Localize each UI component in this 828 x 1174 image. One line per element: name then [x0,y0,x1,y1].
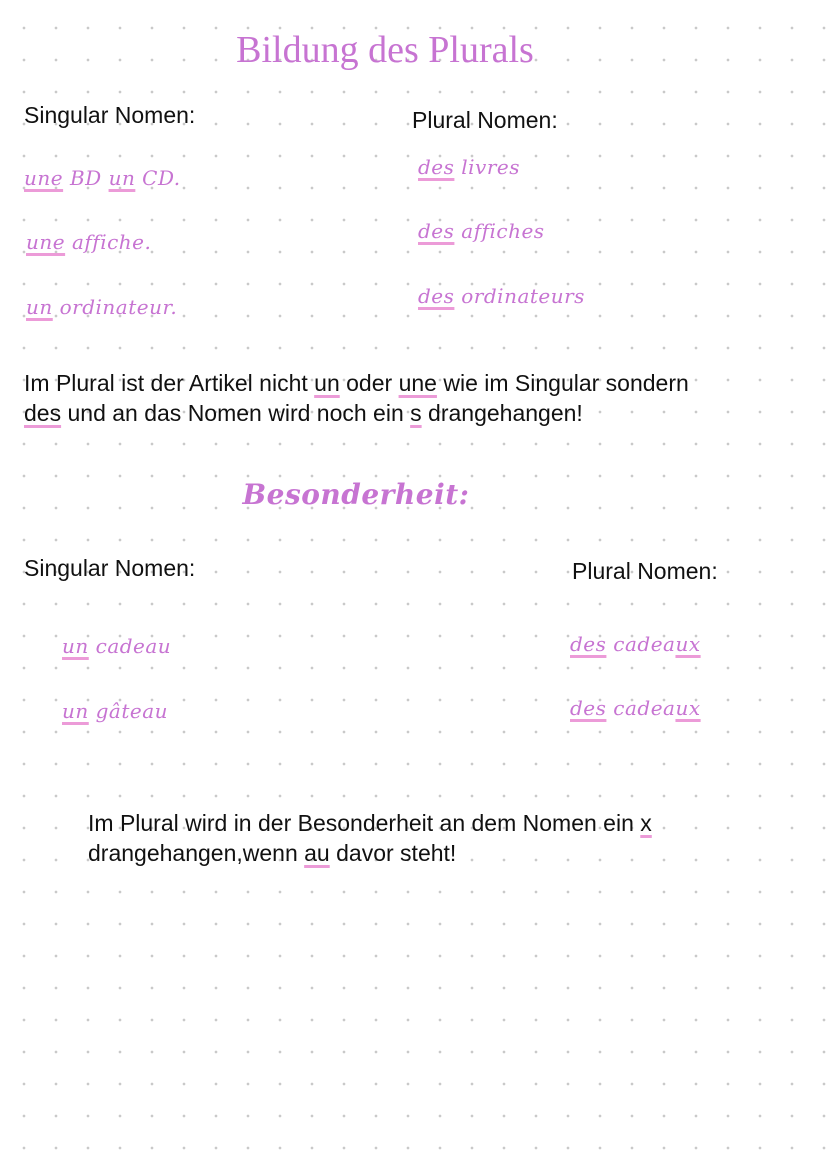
article: un [62,634,89,658]
singular-item [62,634,171,658]
article: des [570,696,607,720]
noun: CD. [135,166,181,190]
article: une [26,230,66,254]
singular-item [24,166,181,190]
noun: gâteau [88,699,169,723]
singular-heading: Singular Nomen: [24,102,196,128]
article: des [418,155,455,179]
article: des [418,284,455,308]
plural-item [418,284,585,308]
article: un [26,295,53,319]
section-subtitle: Besonderheit: [242,478,470,511]
plural-heading: Plural Nomen: [412,107,558,133]
plural-suffix: ux [675,632,701,656]
noun: cadea [606,696,676,720]
article: des [570,632,607,656]
article: des [418,219,455,243]
plural-item [570,696,701,720]
explanation-text: Im Plural ist der Artikel nicht un oder une wie im Singular sondern des und an das Nomen wird noch ein s drangehangen! [24,370,689,426]
noun: ordinateur. [52,295,178,319]
singular-item [26,295,177,319]
page-title: Bildung des Plurals [236,29,534,71]
article: un [108,166,136,190]
noun: cadea [606,632,676,656]
singular-item [26,230,151,254]
noun: cadeau [88,634,172,658]
noun: affiches [454,219,545,243]
plural-suffix: ux [675,696,701,720]
plural-item [570,632,701,656]
noun: livres [454,155,521,179]
noun: affiche. [65,230,152,254]
plural-heading: Plural Nomen: [572,558,718,584]
article: une [24,166,64,190]
plural-item [418,155,520,179]
plural-item [418,219,545,243]
noun: BD [63,166,109,190]
singular-item [62,699,168,723]
singular-heading: Singular Nomen: [24,555,196,581]
noun: ordinateurs [454,284,585,308]
article: un [62,699,89,723]
explanation-text: Im Plural wird in der Besonderheit an dem Nomen ein x drangehangen,wenn au davor steht! [88,810,652,866]
